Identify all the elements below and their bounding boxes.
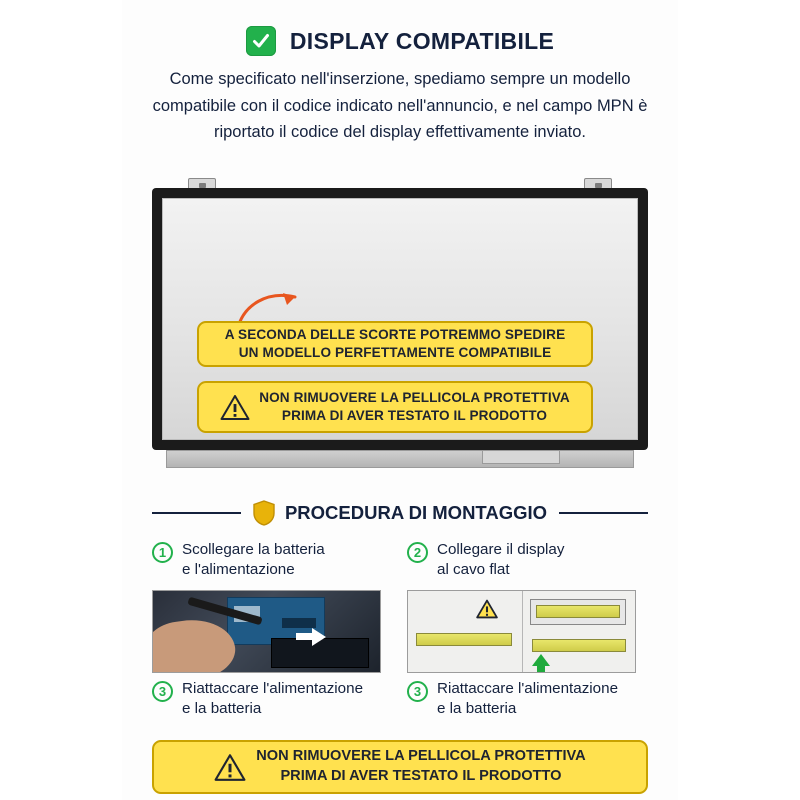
procedure-column-2 [407,540,648,723]
step-item [407,679,648,723]
flat-cable-left [416,633,512,646]
step-number: 2 [407,542,428,563]
flat-cable-right [532,639,626,652]
warning-triangle-icon [476,599,498,619]
divider-left [152,512,241,514]
check-icon [246,26,276,56]
step-number: 3 [152,681,173,702]
divider-right [559,512,648,514]
intro-paragraph: Come specificato nell'inserzione, spediamo sempre un modello compatibile con il codice indicato nell'annuncio, e nel campo MPN è riportato il codice del display effettivamente inviato. [152,70,648,142]
callout-stock-note [197,321,593,367]
step-text-line2: e la batteria [437,699,517,717]
step-text-line2: e la batteria [182,699,262,717]
bottom-banner-line2: PRIMA DI AVER TESTATO IL PRODOTTO [280,768,562,784]
display-panel-illustration [152,172,648,482]
callout-film-line1: NON RIMUOVERE LA PELLICOLA PROTETTIVA [259,389,570,405]
flat-cable-connect-photo [407,590,636,673]
step-text-line1: Scollegare la batteria [182,541,325,558]
callout-stock-line2: UN MODELLO PERFETTAMENTE COMPATIBILE [238,345,552,360]
hand-graphic [152,614,239,673]
flat-cable-top [536,605,620,618]
step-text-line2: al cavo flat [437,560,510,578]
panel-screen-surface [162,198,638,440]
step-text-line1: Riattaccare l'alimentazione [182,680,364,697]
arrow-right-icon [312,628,326,646]
warning-triangle-icon [220,394,250,421]
header [122,26,678,56]
step-item [152,540,393,584]
step-text-line1: Riattaccare l'alimentazione [437,680,619,697]
procedure-header [152,500,648,526]
photo-divider [522,591,523,672]
callout-stock-line1: A SECONDA DELLE SCORTE POTREMMO SPEDIRE [224,326,566,342]
panel-bezel [152,188,648,450]
step-text-line1: Collegare il display [437,541,565,558]
arrow-tail [296,633,312,640]
arrow-up-icon [532,654,550,666]
bottom-banner-line1: NON RIMUOVERE LA PELLICOLA PROTETTIVA [256,748,586,765]
step-item [407,540,648,584]
warning-triangle-icon [214,753,246,782]
bottom-warning-banner [152,740,648,794]
step-number: 1 [152,542,173,563]
right-margin [678,0,800,800]
step-item [152,679,393,723]
procedure-column-1 [152,540,393,723]
step-text-line2: e l'alimentazione [182,560,295,578]
panel-bottom-strip [166,450,634,468]
left-margin [0,0,122,800]
shield-icon [253,500,275,526]
page-title: DISPLAY COMPATIBILE [289,27,555,54]
content-sheet [122,0,678,800]
callout-film-line2: PRIMA DI AVER TESTATO IL PRODOTTO [281,408,548,423]
procedure-title: PROCEDURA DI MONTAGGIO [284,502,548,523]
battery-disconnect-photo [152,590,381,673]
procedure-steps [152,540,648,723]
panel-connector [482,450,560,464]
step-number: 3 [407,681,428,702]
callout-film-warning [197,381,593,433]
